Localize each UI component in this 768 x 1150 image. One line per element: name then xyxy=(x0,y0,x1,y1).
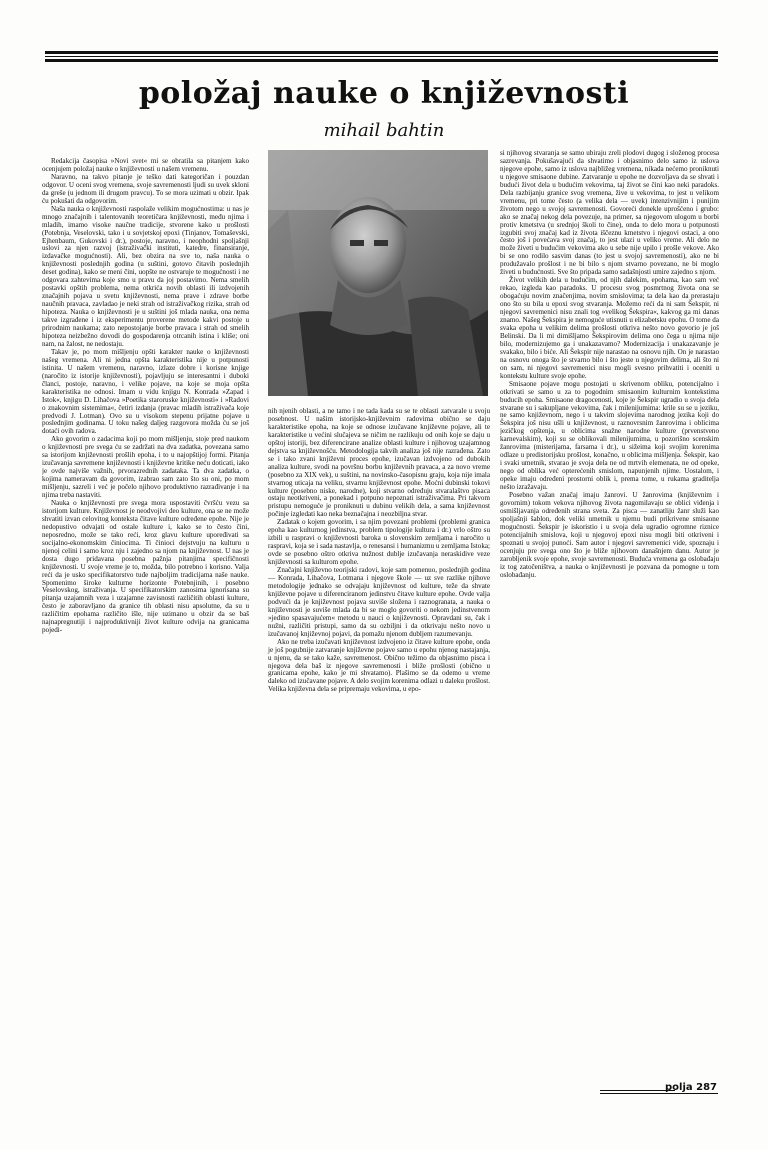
paragraph: Naša nauka o književnosti raspolaže velikim mogućnostima: u nas je mnogo značajnih i talentovanih teoretičara književnosti, među njima i mladih, imamo visoke naučne tradicije, stvorene kako u prošlosti (Potebnja, Veselovski, tako i u sovjetskoj epoxi (Tinjanov, Tomaševski, Ejhenbaum, Gukovski i dr.), postoje, naravno, i neophodni spoljašnji uslovi za njen razvoj (istraživački instituti, katedre, finansiranje, izdavačke mogućnosti). Ali, bez obzira na sve to, naša nauka o književnosti poslednjih godina (u suštini, gotovo čitavih poslednjih deset godina), kako se meni čini, uopšte ne ostvaruje te mogućnosti i ne odgovara zahtevima koje smo u pravu da joj postavimo. Nema smelih postavki opštih problema, nema otkrića novih oblasti ili izdvojenih značajnih pojava u svetu književnosti, nema prave i zdrave borbe naučnih pravaca, zavladao je neki strah od istraživačkog rizika, strah od hipoteza. Nauka o književnosti je u suštini još mlada nauka, ona nema takve izgrađene i iz eksperimentu proverene metode kakvi postoje u prirodnim naukama; zato nepostojanje borbe pravaca i strah od smelih hipoteza neizbežno dovodi do gospodarenja otrcanih istina i kliše; oni nam, na žalost, ne nedostaju. xyxy=(42,204,249,348)
portrait-image xyxy=(268,150,488,396)
paragraph: Ako ne treba izučavati književnost izdvojeno iz čitave kulture epohe, onda je još pogubnije zatvaranje književne pojave samo u epohu njenog nastajanja, u njenu, da se tako kaže, savremenost. Obično težimo da objasnimo pisca i njegova dela baš iz njegove savremenosti i bliže prošlosti (obično u granicama epohe, kako je mi shvatamo). Plašimo se da odemo u vreme daleko od izučavane pojave. A delo svojim korenima odlazi u daleku prošlost. Velika književna dela se pripremaju vekovima, u epo- xyxy=(268,637,490,694)
paragraph: Posebno važan značaj imaju žanrovi. U žanrovima (književnim i govornim) tokom vekova njihovog života nagomilavaju se oblici viđenja i osmišljavanja određenih strana sveta. Za pisca — zanatliju žanr služi kao spoljašnji šablon, dok veliki umetnik u njemu budi prikrivene smisaone mogućnosti. Šekspir je iskoristio i u svoja dela ugradio ogromne riznice potencijalnih smislova, koji u njegovoj epoxi nisu mogli biti otkriveni i spoznati u svojoj punoći. Sam autor i njegovi savremenici vide, spoznaju i ocenjuju pre svega ono što je bliže njihovom današnjem danu. Autor je zarobljenik svoje epohe, svoje savremenosti. Buduća vremena ga oslobađaju iz tog zatočeništva, a nauka o književnosti je pozvana da pomogne u tom oslobađanju. xyxy=(500,490,719,579)
author-portrait-photo xyxy=(268,150,488,396)
text-column-middle xyxy=(268,408,490,694)
paragraph: Redakcija časopisa »Novi svet« mi se obratila sa pitanjem kako ocenjujem položaj nauke o književnosti u našem vremenu. xyxy=(42,158,249,173)
paragraph: Značajni književno teorijski radovi, koje sam pomenuo, poslednjih godina — Konrada, Lihačova, Lotmana i njegove škole — uz sve razlike njihove metodologije jednako se odvajaju književnost od kulture, teže da shvate književne pojave u diferenciranom jedinstvu čitave kulture epohe. Ovde valja podvući da je književnost pojava suviše složena i raznogranata, a nauka o književnosti je suviše mlada da bi se moglo govoriti o nekom jedinstvenom »jedino spasavajućem« metodu u nauci o književnosti. Opravdani su, čak i nužni, različiti pristupi, samo da su ozbiljni i da otkrivaju nešto novo u izučavanoj književnoj pojavi, da pomažu njenom dubljem razumevanju. xyxy=(268,566,490,638)
page-number-label: polja 287 xyxy=(665,1082,717,1093)
paragraph: Zadatak o kojem govorim, i sa njim povezani problemi (problemi granica epoha kao kulturnog jedinstva, problem tipologije kultura i dr.) vrlo oštro su izbili u raspravi o književnosti baroka u slovenskim zemljama i naročito u raspravi, koja se i sada nastavlja, o renesansi i humanizmu u zemljama Istoka; ovde se posebno oštro otkriva nužnost dublje izučavanja neraskidive veze književnosti sa kulturom epohe. xyxy=(268,518,490,567)
paragraph: si njihovog stvaranja se samo ubiraju zreli plodovi dugog i složenog procesa sazrevanja. Pokušavajući da shvatimo i objasnimo delo samo iz uslova njegove epohe, samo iz uslova najbližeg vremena, nikada nećemo proniknuti u njegove smisaone dubine. Zatvaranje u epohe ne dozvoljava da se shvati i budući život dela u budućim vekovima, taj život se čini kao neki paradoks. Dela razbijanju granice svog vremena, žive u vekovima, to jest u velikom vremenu, pri tome često (a velika dela — uvek) intenzivnijim i punijim životom nego u svojoj savremenosti. Govoreći donekle uprošćeno i grubo: ako se značaj nekog dela povezuje, na primer, sa njegovom ulogom u borbi protiv kmetstva (u srednjoj školi to čine), onda to delo mora u potpunosti izgubiti svoj značaj kad iz života iščeznu kmetstvo i njegovi ostaci, a ono često još i povećava svoj značaj, to jest ulazi u veliko vreme. Ali delo ne može živeti u budućim vekovima ako u sebe nije upilo i prošle vekove. Ako bi se ono rodilo sasvim danas (to jest u svojoj savremenosti), ako ne bi produžavalo prošlost i ne bi bilo s njom stvarno povezano, ne bi moglo živeti u budućnosti. Sve što pripada samo sadašnjosti umire zajedno s njom. xyxy=(500,150,719,277)
header-double-rule xyxy=(45,51,718,62)
paragraph: nih njenih oblasti, a ne tamo i ne tada kada su se te oblasti zatvarale u svoju posebnost. U našim istorijsko-književnim radovima obično se daju karakteristike epoha, na koje se odnose izučavane književne pojave, ali te karakteristike u većini slučajeva se ničim ne razlikuju od onih koje se daju u opštoj istoriji, bez diferencirane analize oblasti kulture i njihovog uzajamnog dejstva sa književnošću. Metodologija takvih analiza još nije razrađena. Zato se i tako zvani književni proces epohe, izučavan izdvojeno od dubokih analiza kulture, svodi na površnu borbu književnih pravaca, a za novo vreme (posebno za XIX vek), u suštini, na novinsko-časopisnu graju, koja nije imala stvarnog uticaja na veliku, stvarnu književnost epohe. Moćni dubinski tokovi kulture (posebno niske, narodne), koji stvarno određuju stvaralaštvo pisaca ostaju neotkriveni, a ponekad i potpuno nepoznati istraživačima. Pri takvom pristupu nemoguće je proniknuti u dubinu velikih dela, a sama književnost počinje izgledati kao neka beznačajna i neozbiljna stvar. xyxy=(268,407,490,519)
paragraph: Ako govorim o zadacima koji po mom mišljenju, stoje pred naukom o književnosti pre svega ću se zadržati na dva zadatka, povezana samo sa istorijom književnosti prošlih epoha, i to u najopštijoj formi. Pitanja izučavanja savremene književnosti i književne kritike neću doticati, iako je ovde najviše važnih, prvorazrednih zadataka. Ta dva zadatka, o kojima nameravam da govorim, izabrao sam zato što su oni, po mom mišljenju, sazreli i već je počelo njihovo produktivno razrađivanje i na njima treba nastaviti. xyxy=(42,435,249,500)
footer-rule xyxy=(600,1093,718,1094)
text-column-left xyxy=(42,158,249,1096)
article-title: položaj nauke o književnosti xyxy=(138,76,630,111)
footer-rule xyxy=(600,1090,675,1091)
paragraph: Nauka o književnosti pre svega mora uspostaviti čvršću vezu sa istorijom kulture. Književnost je neodvojivi deo kulture, ona se ne može shvatiti izvan celovitog konteksta čitave kulture određene epohe. Nije je nedopustivo odvajati od ostale kulture i, kako se to često čini, neposredno, može se tako reći, kroz glavu kulture upoređivati sa socijalno-ekonomskim činiocima. Ti činioci dejstvuju na kulturu u njenoj celini i samo kroz nju i zajedno sa njom na književnost. U nas je dosta dugo pridavana posebna pažnja pitanjima specifičnosti književnosti. U svoje vreme je to, možda, bilo potrebno i korisno. Valja reći da je usko specifikatorstvo tuđe najboljim tradicijama naše nauke. Spomenimo široke kulturne horizonte Potebnjinih, i posebno Veselovskog, istraživanja. U specifikatorskim zanosima ignorisana su pitanja uzajamnih veza i uzajamne zavisnosti različitih oblasti kulture, često je zaboravljano da granice tih oblasti nisu apsolutne, da su u različitim epohama različito išle, nije uzimano u obzir da se baš najnapregnutiji i najproduktivniji život kulture odvija na granicama pojedi- xyxy=(42,498,249,635)
paragraph: Naravno, na takvo pitanje je teško dati kategoričan i pouzdan odgovor. U oceni svog vremena, svoje savremenosti ljudi su uvek skloni da greše (u jednom ili drugom pravcu). To se mora uzimati u obzir. Ipak ću pokušati da odgovorim. xyxy=(42,172,249,205)
paragraph: Takav je, po mom mišljenju opšti karakter nauke o književnosti našeg vremena. Ali ni jedna opšta karakteristika nije u potpunosti istinita. U našem vremenu, naravno, izlaze dobre i korisne knjige (naročito iz istorije književnosti), pojavljuju se interesantni i duboki članci, postoje, naravno, i velike pojave, na koje se moja opšta karakteristika ne odnosi. Imam u vidu knjigu N. Konrada »Zapad i Istok«, knjigu D. Lihačova »Poetika staroruske književnosti« i »Radovi o znakovnim sistemima«, četiri izdanja (pravac mladih istraživača koje predvodi J. Lotman). Ovo su u visokom stepenu prijatne pojave u poslednjim godinama. U toku našeg daljeg razgovora možda ću se još dotaći ovih radova. xyxy=(42,347,249,436)
paragraph: Smisaone pojave mogu postojati u skrivenom obliku, potencijalno i otkrivati se samo u za to pogodnim smisaonim kulturnim kontekstima buducih epoha. Smisaone dragocenosti, koje je Šekspir ugradio u svoja dela stvarane su i sakupljane vekovima, čak i milenijumima: krile su se u jeziku, ne samo književnom, nego i u takvim slojevima narodnog jezika koji do Šekspira još nisu ušli u književnost, u raznovrsnim žanrovima i oblicima jezičkog opštenja, u oblicima snažne narodne kulture (prvenstveno karnevalskim), koji su se oblikovali milenijumima, u pozorišno scenskim žanrovima (misterijama, farsama i dr.), u sižeima koji svojim korenima odlaze u predistorijsku prošlost, konačno, u oblicima mišljenja. Šekspir, kao i svaki umetnik, stvarao je svoja dela ne od mrtvih elemenata, ne od opeke, nego od oblika već opterećenih smislom, napunjenih njime. Uostalom, i opeke imaju određeni prostorni oblik i, prema tome, u rukama graditelja nešto izražavaju. xyxy=(500,379,719,492)
text-column-right xyxy=(500,150,719,972)
article-author: mihail bahtin xyxy=(323,120,445,141)
paragraph: Život velikih dela u budućim, od njih dalekim, epohama, kao sam već rekao, izgleda kao paradoks. U procesu svog posmrtnog života ona se obogaćuju novim značenjima, novim smislovima; ta dela kao da prerastaju ono što su bila u epoxi svog stvaranja. Možemo reći da ni sam Šekspir, ni njegovi savremenici nisu znali tog »velikog Šekspira«, kakvog ga mi danas znamo. Našeg Šekspira je nemoguće utisnuti u elizabetsku epohu. O tome da svaka epoha u velikim delima prošlosti otkriva nešto novo govorio je još Belinski. Da li mi dimišljamo Šekspirovim delima ono čega u njima nije bilo, modernizujemo ga i unakazavamo? Modernizacija i unakazavanje je svakako, bilo i biće. Ali Šekspir nije narastao na osnovu njih. On je narastao na osnovu onoga što je stvarno bilo i što jeste u njegovim delima, ali što ni on sam, ni njegovi savremenici nisu mogli svesno prihvatiti i oceniti u kontekstu kulture svoje epohe. xyxy=(500,276,719,380)
